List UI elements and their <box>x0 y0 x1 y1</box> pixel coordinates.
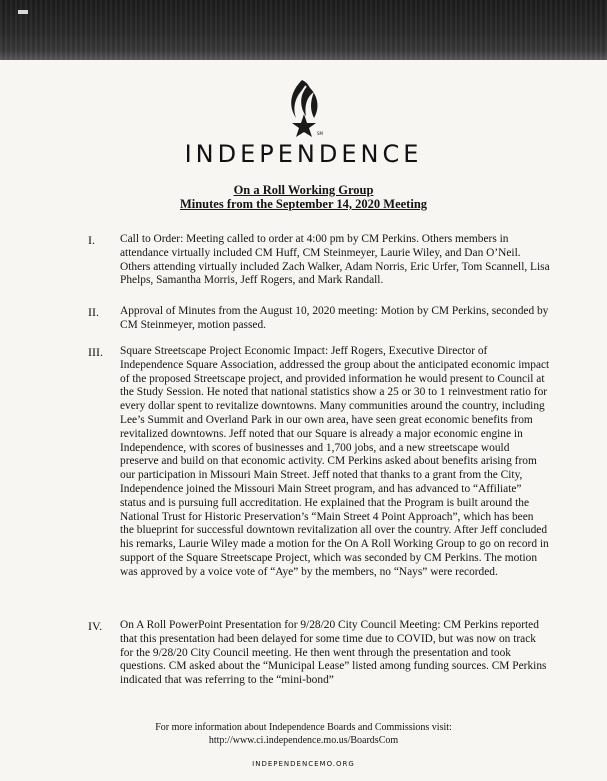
independence-logo-icon <box>280 78 328 140</box>
item-number: I. <box>88 233 95 247</box>
svg-text:SM: SM <box>317 131 323 136</box>
item-number: II. <box>88 305 99 319</box>
item-text: Approval of Minutes from the August 10, 2020 meeting: Motion by CM Perkins, seconded by CM Steinmeyer, motion passed. <box>120 305 549 331</box>
scan-mark <box>18 10 28 14</box>
footer-website: INDEPENDENCEMO.ORG <box>252 760 355 768</box>
city-wordmark: INDEPENDENCE <box>184 140 423 168</box>
item-text: Square Streetscape Project Economic Impact: Jeff Rogers, Executive Director of Independence Square Association, addressed the group about the anticipated economic impact of the proposed Streetscape project, and provided information he would present to Council at the Study Session. He noted that national statistics show a 25 or 30 to 1 reinvestment ratio for every dollar spent to revitalize downtowns. Many communities around the country, including Lee’s Summit and Overland Park in our own area, have seen great economic benefits from revitalized downtowns. Jeff noted that our Square is already a major economic engine in Independence, with scores of businesses and 1,700 jobs, and a new streetscape would preserve and build on that economic activity. CM Perkins asked about benefits arising from our participation in Missouri Main Street. Jeff noted that thanks to a grant from the City, Independence joined the Missouri Main Street program, and has advanced to “Affiliate” status and is pursuing full accreditation. He explained that the Program is built around the National Trust for Historic Preservation’s “Main Street 4 Point Approach”, which has been the blueprint for successful downtown revitalization all over the country. After Jeff concluded his remarks, Laurie Wiley made a motion for the On A Roll Working Group to go on record in support of the Square Streetscape Project, which was seconded by CM Perkins. The motion was approved by a voice vote of “Aye” by the members, no “Nays” were recorded. <box>120 345 550 578</box>
footer-link[interactable]: http://www.ci.independence.mo.us/BoardsCom <box>208 735 399 746</box>
item-number: IV. <box>88 619 103 633</box>
scanned-page-top-edge <box>0 0 607 60</box>
document-title: On a Roll Working Group <box>233 183 374 197</box>
item-text: On A Roll PowerPoint Presentation for 9/28/20 City Council Meeting: CM Perkins reported that this presentation had been delayed for some time due to COVID, but was now on track for the 9/28/20 City Council meeting. He then went through the presentation and took questions. CM asked about the “Municipal Lease” listed among funding sources. CM Perkins indicated that was referring to the “mini-bond” <box>120 619 547 687</box>
document-subtitle: Minutes from the September 14, 2020 Meeting <box>179 197 428 211</box>
footer-info: For more information about Independence Boards and Commissions visit: <box>155 722 452 733</box>
item-number: III. <box>88 345 103 359</box>
item-text: Call to Order: Meeting called to order at 4:00 pm by CM Perkins. Others members in attendance virtually included CM Huff, CM Steinmeyer, Laurie Wiley, and Dan O’Neil. Others attending virtually included Zach Walker, Adam Norris, Eric Urfer, Tom Scannell, Lisa Phelps, Samantha Morris, Jeff Rogers, and Mark Randall. <box>120 233 550 287</box>
